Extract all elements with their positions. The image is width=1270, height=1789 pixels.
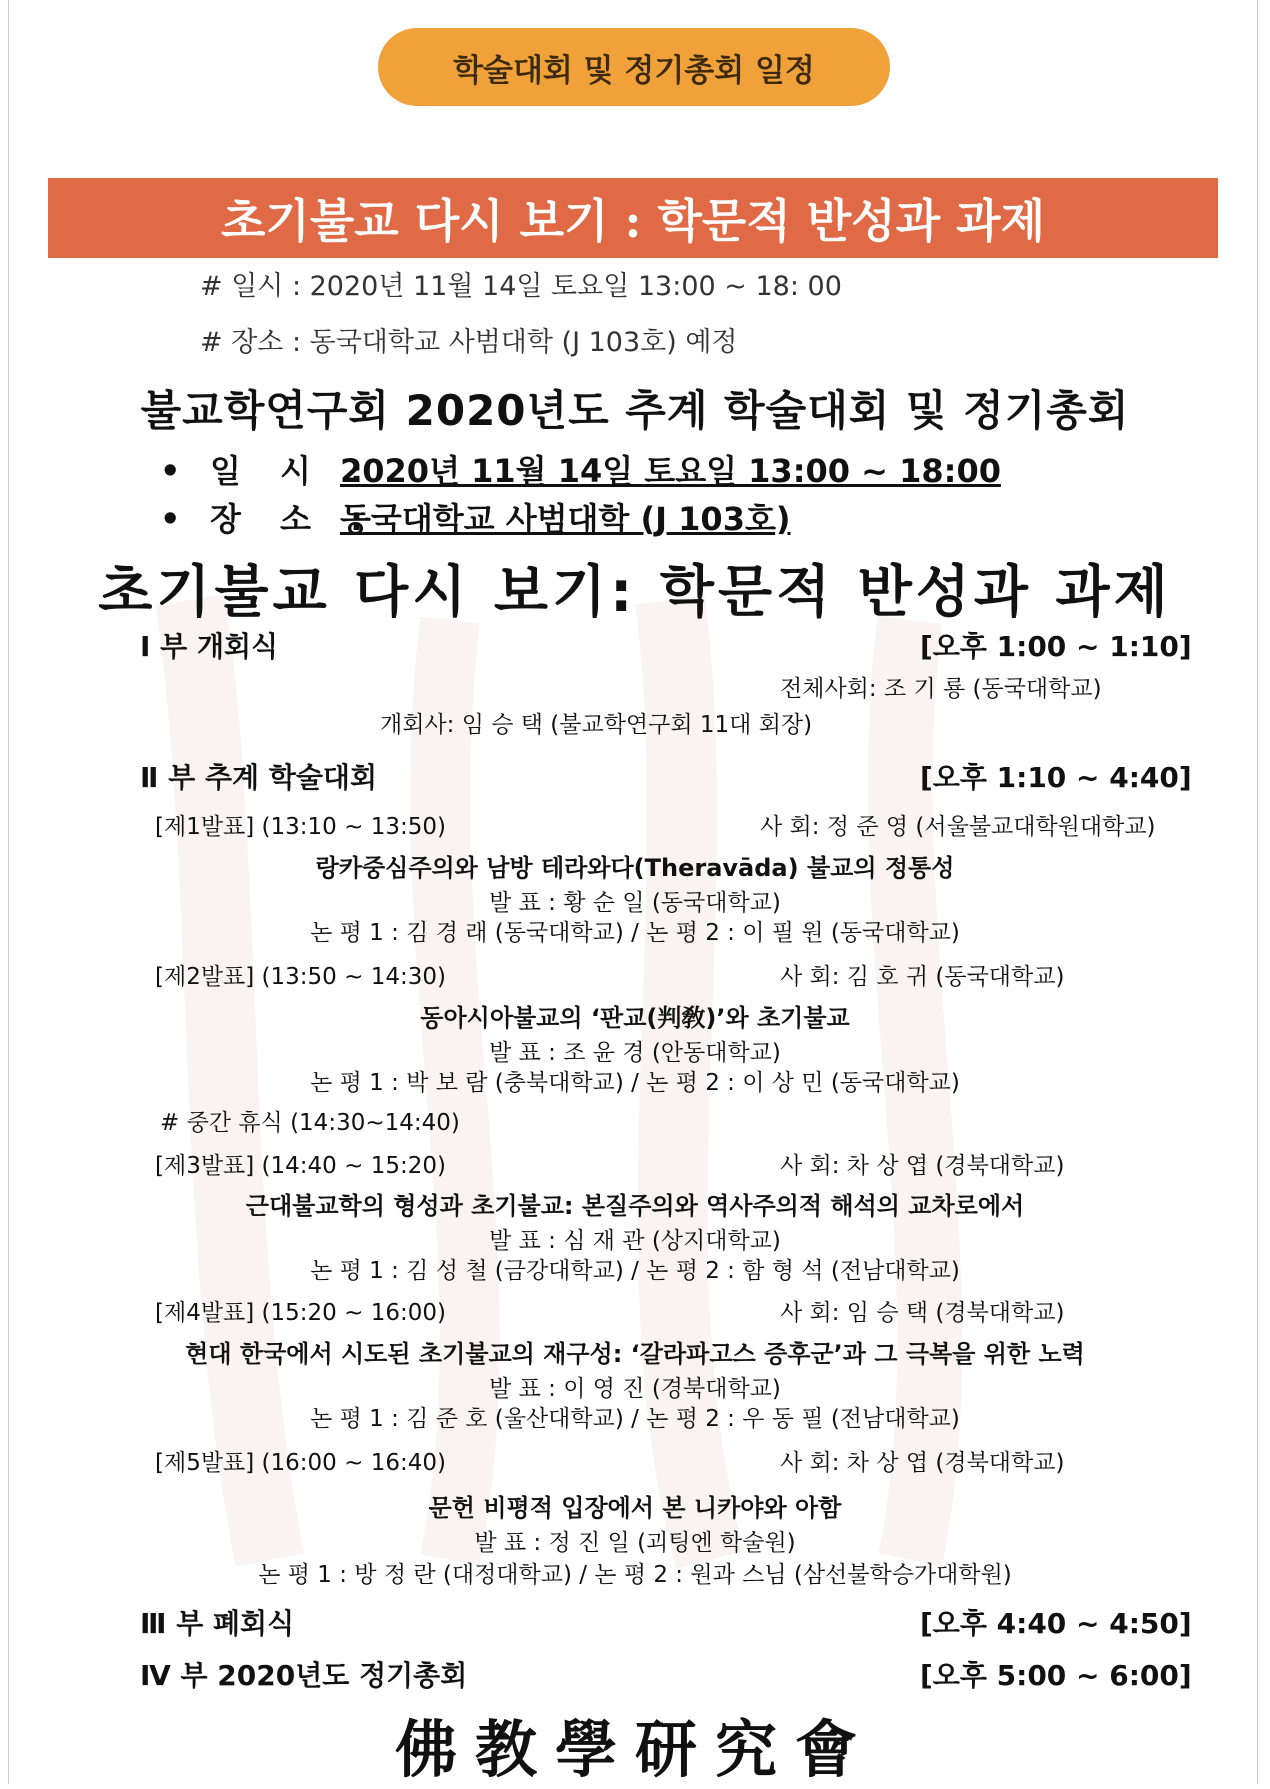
session-chair: 사 회: 정 준 영 (서울불교대학원대학교) [760,814,1156,840]
date-value: 2020년 11월 14일 토요일 13:00 ~ 18:00 [340,452,1001,490]
bullet-icon: • [160,452,181,490]
society-signature: 佛教學研究會 [394,1713,875,1786]
venue-line: # 장소 : 동국대학교 사범대학 (J 103호) 예정 [200,327,738,358]
session-title: 동아시아불교의 ‘판교(判敎)’와 초기불교 [420,1004,850,1032]
part-1-label: Ⅰ 부 개회식 [140,630,279,663]
part-4-time: [오후 5:00 ~ 6:00] [920,1659,1192,1692]
session-slot: [제3발표] (14:40 ~ 15:20) [155,1153,446,1179]
session-title: 근대불교학의 형성과 초기불교: 본질주의와 역사주의적 해석의 교차로에서 [245,1192,1025,1220]
session-discussants: 논 평 1 : 김 성 철 (금강대학교) / 논 평 2 : 함 형 석 (전남대학교) [310,1258,960,1284]
session-slot: [제1발표] (13:10 ~ 13:50) [155,814,446,840]
venue-value: 동국대학교 사범대학 (J 103호) [340,500,791,538]
date-line: # 일시 : 2020년 11월 14일 토요일 13:00 ~ 18: 00 [200,271,842,302]
date-key: 일 시 : [210,452,377,490]
break-line: # 중간 휴식 (14:30~14:40) [160,1110,460,1136]
session-presenter: 발 표 : 황 순 일 (동국대학교) [489,890,781,916]
session-chair: 사 회: 차 상 엽 (경북대학교) [780,1153,1065,1179]
venue-row [160,494,791,540]
session-chair: 사 회: 차 상 엽 (경북대학교) [780,1450,1065,1476]
date-row [160,446,1001,492]
session-discussants: 논 평 1 : 김 준 호 (울산대학교) / 논 평 2 : 우 동 필 (전남대학교) [310,1406,960,1432]
part-2-time: [오후 1:10 ~ 4:40] [920,761,1192,794]
session-discussants: 논 평 1 : 방 정 란 (대정대학교) / 논 평 2 : 원과 스님 (삼선불학승가대학원) [258,1562,1012,1588]
part-3-time: [오후 4:40 ~ 4:50] [920,1607,1192,1640]
schedule-pill: 학술대회 및 정기총회 일정 [378,28,890,106]
session-presenter: 발 표 : 이 영 진 (경북대학교) [489,1376,781,1402]
bullet-icon: • [160,500,181,538]
part-1-time: [오후 1:00 ~ 1:10] [920,630,1192,663]
opening-address: 개회사: 임 승 택 (불교학연구회 11대 회장) [380,712,813,738]
part-3-label: Ⅲ 부 폐회식 [140,1607,295,1640]
session-discussants: 논 평 1 : 김 경 래 (동국대학교) / 논 평 2 : 이 필 원 (동국대학교) [310,920,960,946]
part-4-label: Ⅳ 부 2020년도 정기총회 [140,1659,468,1692]
session-title: 현대 한국에서 시도된 초기불교의 재구성: ‘갈라파고스 증후군’과 그 극복을 위한 노력 [185,1340,1085,1368]
session-title: 랑카중심주의와 남방 테라와다(Theravāda) 불교의 정통성 [315,854,955,882]
session-chair: 사 회: 김 호 귀 (동국대학교) [780,964,1065,990]
overall-mc: 전체사회: 조 기 룡 (동국대학교) [780,676,1102,702]
part-2-label: Ⅱ 부 추계 학술대회 [140,761,378,794]
session-presenter: 발 표 : 조 윤 경 (안동대학교) [489,1040,781,1066]
banner-title: 초기불교 다시 보기 : 학문적 반성과 과제 [48,178,1218,258]
session-discussants: 논 평 1 : 박 보 람 (충북대학교) / 논 평 2 : 이 상 민 (동국대학교) [310,1070,960,1096]
session-slot: [제5발표] (16:00 ~ 16:40) [155,1450,446,1476]
session-presenter: 발 표 : 심 재 관 (상지대학교) [489,1228,781,1254]
conference-title: 초기불교 다시 보기: 학문적 반성과 과제 [98,560,1172,625]
session-chair: 사 회: 임 승 택 (경북대학교) [780,1300,1065,1326]
session-title: 문헌 비평적 입장에서 본 니카야와 아함 [428,1494,842,1522]
session-slot: [제4발표] (15:20 ~ 16:00) [155,1300,446,1326]
main-heading: 불교학연구회 2020년도 추계 학술대회 및 정기총회 [140,386,1130,435]
session-slot: [제2발표] (13:50 ~ 14:30) [155,964,446,990]
session-presenter: 발 표 : 정 진 일 (괴팅엔 학술원) [474,1530,796,1556]
venue-key: 장 소 : [210,500,377,538]
